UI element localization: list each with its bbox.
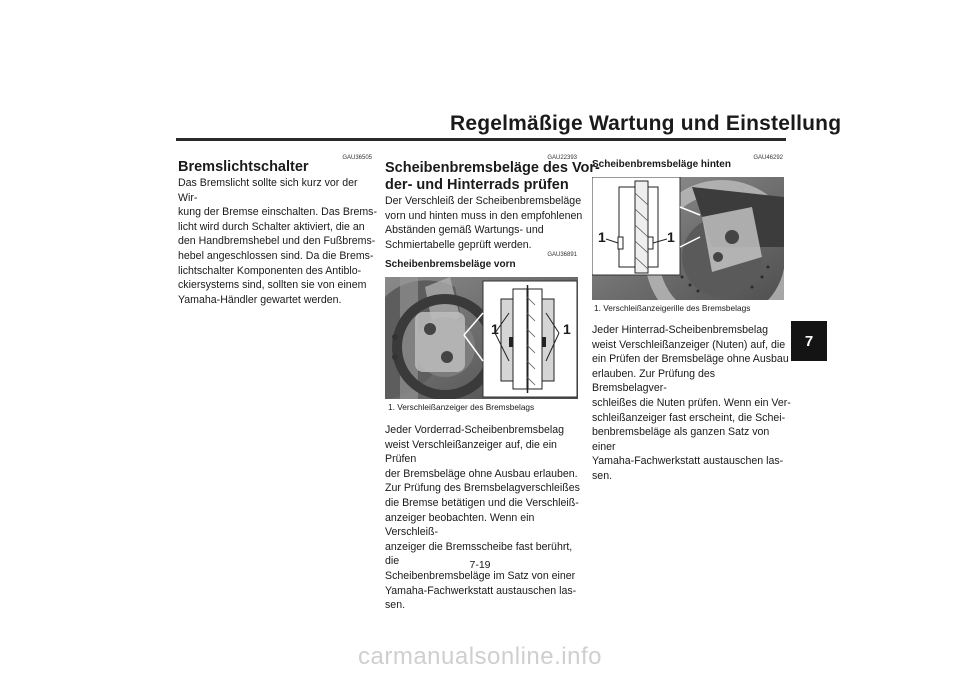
text-line: Das Bremslicht sollte sich kurz vor der Wir- [178, 177, 358, 204]
section-heading-bremslichtschalter: Bremslichtschalter [178, 159, 309, 175]
figure-callout-right: 1 [563, 321, 571, 337]
text-line: benbremsbeläge als ganzen Satz von einer [592, 426, 770, 453]
text-line: anzeiger beobachten. Wenn ein Verschleiß- [385, 511, 535, 539]
reference-code: GAU36505 [342, 155, 372, 161]
header-rule [176, 138, 786, 141]
text-line: weist Verschleißanzeiger auf, die ein Prüfen [385, 438, 557, 466]
page-number: 7-19 [469, 559, 491, 571]
text-line: erlauben. Zur Prüfung des Bremsbelagver- [592, 367, 716, 395]
subheading-vorn: Scheibenbremsbeläge vorn [385, 259, 516, 270]
paragraph-intro [385, 194, 585, 252]
chapter-tab: 7 [791, 321, 827, 361]
text-line: sen. [385, 599, 406, 612]
reference-code: GAU22393 [547, 155, 577, 161]
text-line: schleißanzeiger fast erscheint, die Schei- [592, 411, 786, 424]
text-line: kung der Bremse einschalten. Das Brems- [178, 206, 378, 219]
text-line: Abständen gemäß Wartungs- und [385, 224, 544, 237]
text-line: lichtschalter Komponenten des Antiblo- [178, 264, 362, 277]
text-line: Zur Prüfung des Bremsbelagverschleißes [385, 482, 580, 495]
text-line: Jeder Hinterrad-Scheibenbremsbelag [592, 324, 769, 336]
text-line: Yamaha-Händler gewartet werden. [178, 293, 342, 306]
text-line: Yamaha-Fachwerkstatt austauschen las- [385, 584, 577, 597]
text-line: vorn und hinten muss in den empfohlenen [385, 209, 583, 222]
subheading-hinten: Scheibenbremsbeläge hinten [592, 159, 731, 170]
text-line: Jeder Vorderrad-Scheibenbremsbelag [385, 424, 565, 436]
rear-brake-photo-illustration [592, 177, 784, 300]
heading-line: Scheibenbremsbeläge des Vor- [385, 160, 600, 176]
figure-callout-right: 1 [667, 229, 675, 245]
text-line: ein Prüfen der Bremsbeläge ohne Ausbau [592, 353, 789, 366]
text-line: Der Verschleiß der Scheibenbremsbeläge [385, 195, 582, 207]
watermark: carmanualsonline.info [358, 643, 602, 670]
figure-front-brake-pads [385, 277, 578, 399]
text-line: Yamaha-Fachwerkstatt austauschen las- [592, 455, 784, 468]
figure-callout-left: 1 [491, 321, 499, 337]
text-line: weist Verschleißanzeiger (Nuten) auf, die [592, 338, 786, 351]
text-line: Scheibenbremsbeläge im Satz von einer [385, 569, 576, 582]
text-line: der Bremsbeläge ohne Ausbau erlauben. [385, 467, 578, 480]
text-line: schleißes die Nuten prüfen. Wenn ein Ver- [592, 396, 791, 409]
text-line: sen. [592, 469, 613, 482]
paragraph-vorn [385, 423, 585, 613]
text-line: die Bremse betätigen und die Verschleiß- [385, 496, 579, 509]
heading-line: der- und Hinterrads prüfen [385, 177, 569, 193]
front-brake-photo-illustration [385, 277, 578, 399]
reference-code: GAU46292 [753, 155, 783, 161]
figure-caption-front: 1. Verschleißanzeiger des Bremsbelags [388, 402, 535, 412]
paragraph-bremslichtschalter [178, 176, 378, 307]
text-line: anzeiger die Bremsscheibe fast berührt, die [385, 540, 573, 568]
text-line: licht wird durch Schalter aktiviert, die an [178, 220, 365, 233]
paragraph-hinten [592, 323, 792, 484]
text-line: Schmiertabelle geprüft werden. [385, 238, 532, 251]
figure-rear-brake-pads [592, 177, 784, 300]
figure-caption-rear: 1. Verschleißanzeigerille des Bremsbelags [594, 303, 751, 313]
text-line: den Handbremshebel und den Fußbrems- [178, 235, 376, 248]
text-line: hebel angeschlossen sind. Da die Brems- [178, 249, 374, 262]
page-header-title: Regelmäßige Wartung und Einstellung [450, 112, 842, 135]
text-line: ckiersystems sind, sollten sie von einem [178, 279, 367, 292]
section-heading-scheibenbremsbelaege [385, 160, 600, 194]
figure-callout-left: 1 [598, 229, 606, 245]
reference-code: GAU36891 [547, 252, 577, 258]
